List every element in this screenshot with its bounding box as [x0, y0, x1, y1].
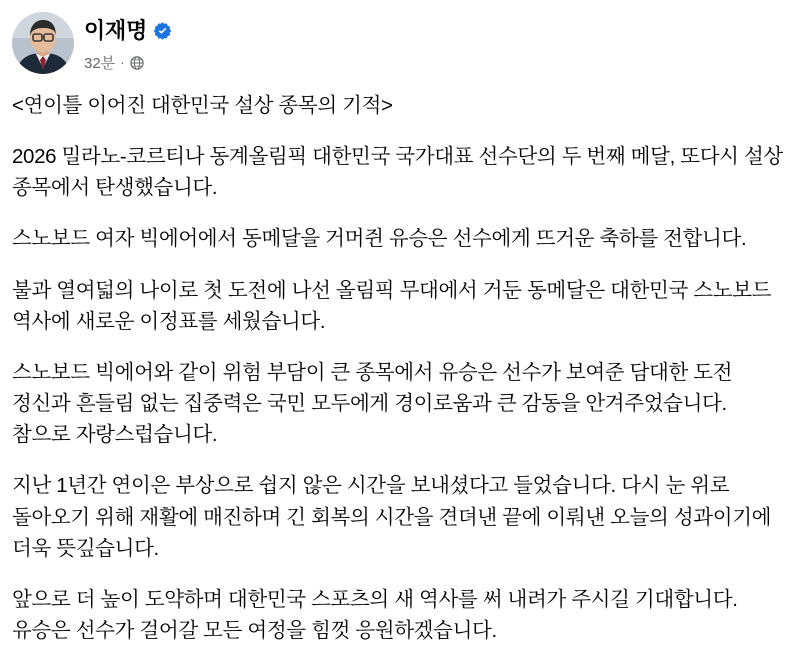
avatar[interactable]: [12, 12, 74, 74]
post-paragraph: 지난 1년간 연이은 부상으로 쉽지 않은 시간을 보내셨다고 들었습니다. 다시 눈 위로 돌아오기 위해 재활에 매진하며 긴 회복의 시간을 견뎌낸 끝에 이뤄낸 오늘의 성과이기에 더욱 뜻깊습니다.: [12, 474, 772, 560]
header-text: [84, 12, 172, 73]
post-paragraph: 2026 밀라노-코르티나 동계올림픽 대한민국 국가대표 선수단의 두 번째 메달, 또다시 설상 종목에서 탄생했습니다.: [12, 145, 783, 200]
post-timestamp[interactable]: 32분: [84, 54, 116, 72]
post-paragraph: 스노보드 빅에어와 같이 위험 부담이 큰 종목에서 유승은 선수가 보여준 담대한 도전 정신과 흔들림 없는 집중력은 국민 모두에게 경이로움과 큰 감동을 안겨주었습니다. 참으로 자랑스럽습니다.: [12, 360, 733, 447]
meta-separator: ·: [120, 54, 125, 70]
verified-badge-icon: [153, 21, 172, 40]
post-header: [12, 10, 788, 84]
post-paragraph: 불과 열여덟의 나이로 첫 도전에 나선 올림픽 무대에서 거둔 동메달은 대한민국 스노보드 역사에 새로운 이정표를 세웠습니다.: [12, 278, 772, 333]
post-paragraph: 스노보드 여자 빅에어에서 동메달을 거머쥔 유승은 선수에게 뜨거운 축하를 전합니다.: [12, 227, 747, 251]
globe-icon[interactable]: [130, 56, 144, 70]
post-meta: [84, 52, 172, 73]
post-paragraph-title: <연이틀 이어진 대한민국 설상 종목의 기적>: [12, 94, 393, 117]
author-name[interactable]: 이재명: [84, 18, 148, 43]
post-content: [12, 84, 788, 646]
post-paragraph: 앞으로 더 높이 도약하며 대한민국 스포츠의 새 역사를 써 내려가 주시길 기대합니다. 유승은 선수가 걸어갈 모든 여정을 힘껏 응원하겠습니다.: [12, 587, 738, 643]
author-row: [84, 17, 172, 45]
